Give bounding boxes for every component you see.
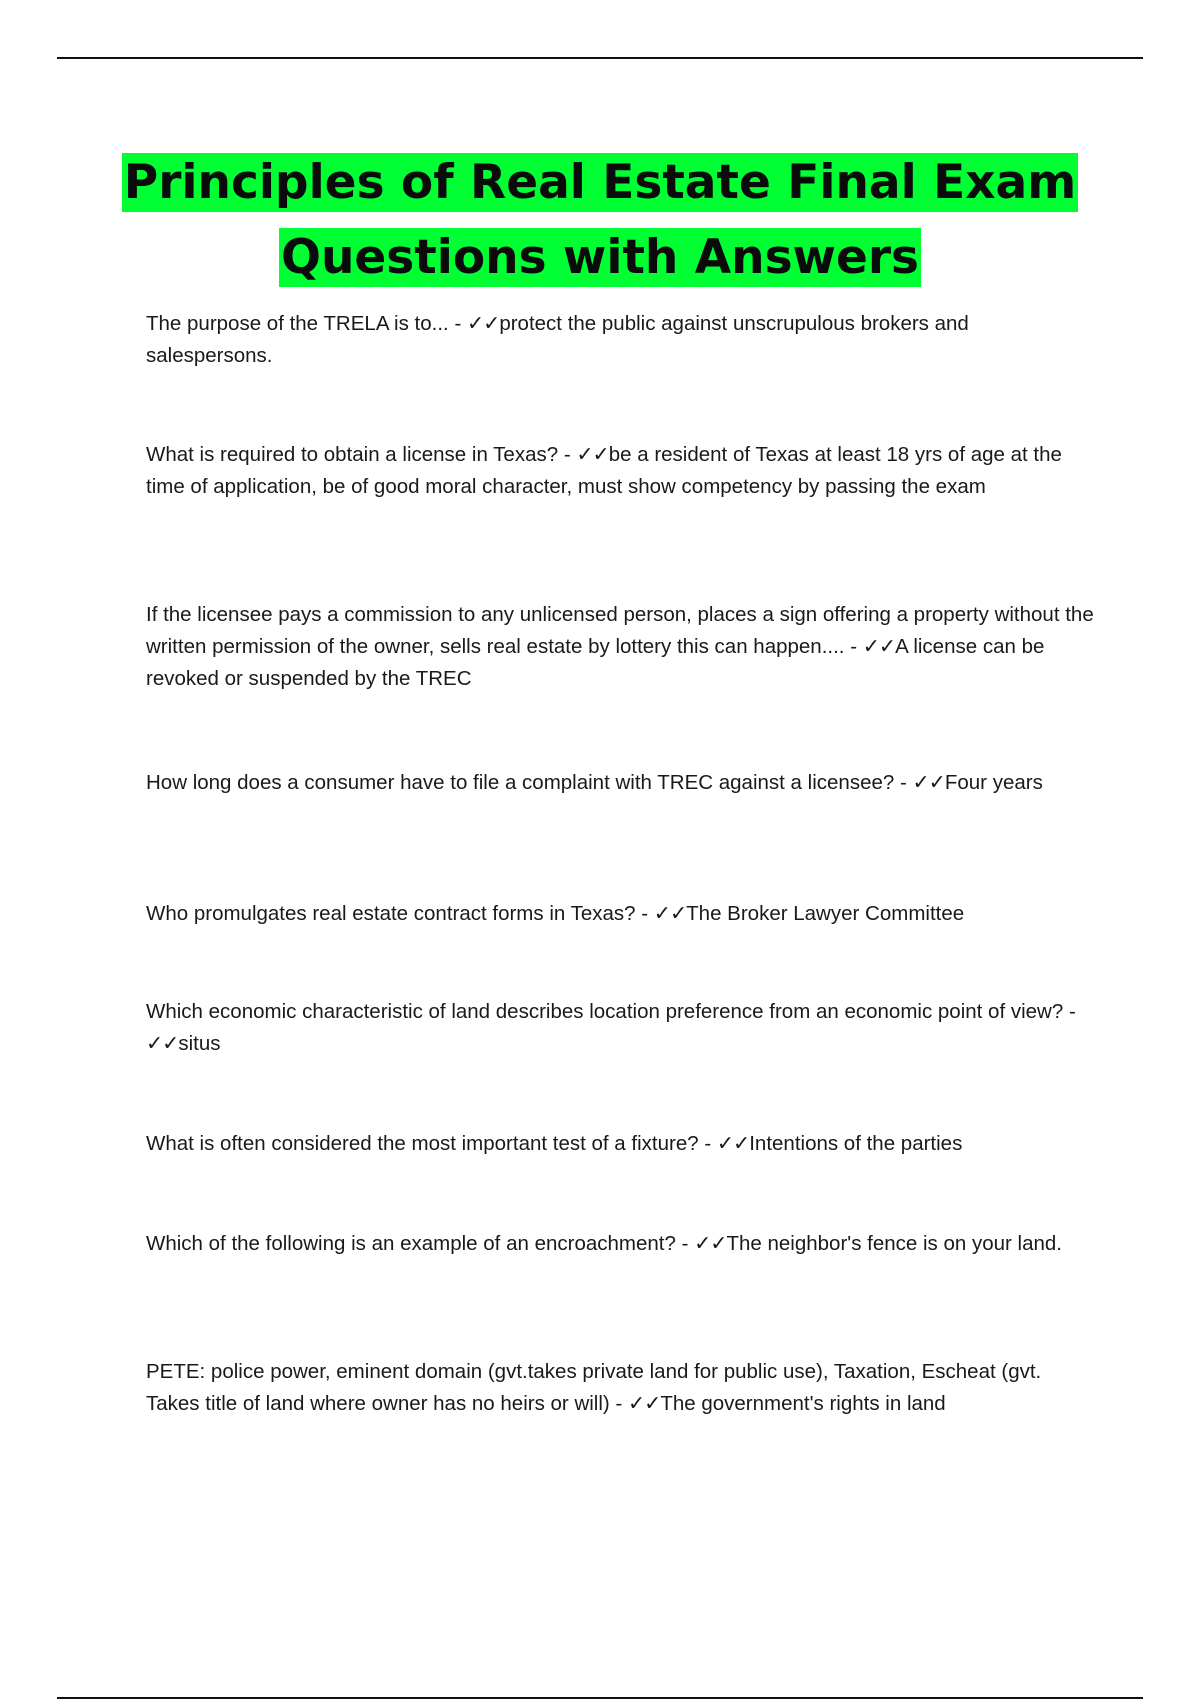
- qa-item: [146, 996, 1096, 1060]
- qa-item: [146, 898, 1096, 930]
- answer-text: situs: [178, 1032, 221, 1055]
- double-check-icon: ✓✓: [694, 1232, 727, 1255]
- title-line-2: Questions with Answers: [280, 230, 919, 285]
- question-text: Who promulgates real estate contract forms in Texas?: [146, 902, 636, 925]
- title-line-1: Principles of Real Estate Final Exam: [123, 155, 1077, 210]
- separator: -: [675, 1232, 695, 1255]
- double-check-icon: ✓✓: [627, 1392, 661, 1415]
- question-text: If the licensee pays a commission to any unlicensed person, places a sign offering a property without the written permission of the owner, sells real estate by lottery this can happen....: [146, 603, 1094, 658]
- question-text: Which of the following is an example of an encroachment?: [146, 1232, 676, 1255]
- qa-item: [146, 767, 1096, 799]
- double-check-icon: ✓✓: [146, 1032, 179, 1055]
- qa-item: [146, 1228, 1096, 1260]
- separator: -: [698, 1132, 717, 1155]
- answer-text: Four years: [944, 771, 1043, 794]
- separator: -: [558, 443, 577, 466]
- question-text: PETE: police power, eminent domain (gvt.takes private land for public use), Taxation, Escheat (gvt. Takes title of land where owner has no heirs or will): [146, 1360, 1042, 1415]
- answer-text: Intentions of the parties: [749, 1132, 963, 1155]
- separator: -: [1063, 1000, 1076, 1023]
- double-check-icon: ✓✓: [576, 443, 609, 466]
- double-check-icon: ✓✓: [653, 902, 687, 925]
- page-title: [0, 145, 1200, 295]
- separator: -: [635, 902, 654, 925]
- question-text: How long does a consumer have to file a complaint with TREC against a licensee?: [146, 771, 895, 794]
- answer-text: The Broker Lawyer Committee: [686, 902, 965, 925]
- bottom-rule: [57, 1697, 1143, 1699]
- question-text: The purpose of the TRELA is to...: [146, 312, 449, 335]
- separator: -: [844, 635, 863, 658]
- answer-text: The neighbor's fence is on your land.: [726, 1232, 1063, 1255]
- double-check-icon: ✓✓: [862, 635, 896, 658]
- answer-text: A license can be revoked or suspended by the TREC: [146, 635, 1045, 690]
- double-check-icon: ✓✓: [912, 771, 945, 794]
- answer-text: protect the public against unscrupulous brokers and salespersons.: [146, 312, 969, 367]
- double-check-icon: ✓✓: [716, 1132, 750, 1155]
- separator: -: [448, 312, 467, 335]
- qa-item: [146, 1128, 1096, 1160]
- answer-text: be a resident of Texas at least 18 yrs of age at the time of application, be of good moral character, must show competency by passing the exam: [146, 443, 1062, 498]
- qa-item: [146, 308, 1096, 372]
- separator: -: [609, 1392, 628, 1415]
- qa-item: [146, 1356, 1096, 1420]
- double-check-icon: ✓✓: [466, 312, 500, 335]
- question-text: What is often considered the most important test of a fixture?: [146, 1132, 699, 1155]
- question-text: Which economic characteristic of land describes location preference from an economic point of view?: [146, 1000, 1064, 1023]
- answer-text: The government's rights in land: [660, 1392, 946, 1415]
- separator: -: [894, 771, 913, 794]
- qa-item: [146, 439, 1096, 503]
- qa-item: [146, 599, 1096, 695]
- question-text: What is required to obtain a license in Texas?: [146, 443, 559, 466]
- top-rule: [57, 57, 1143, 59]
